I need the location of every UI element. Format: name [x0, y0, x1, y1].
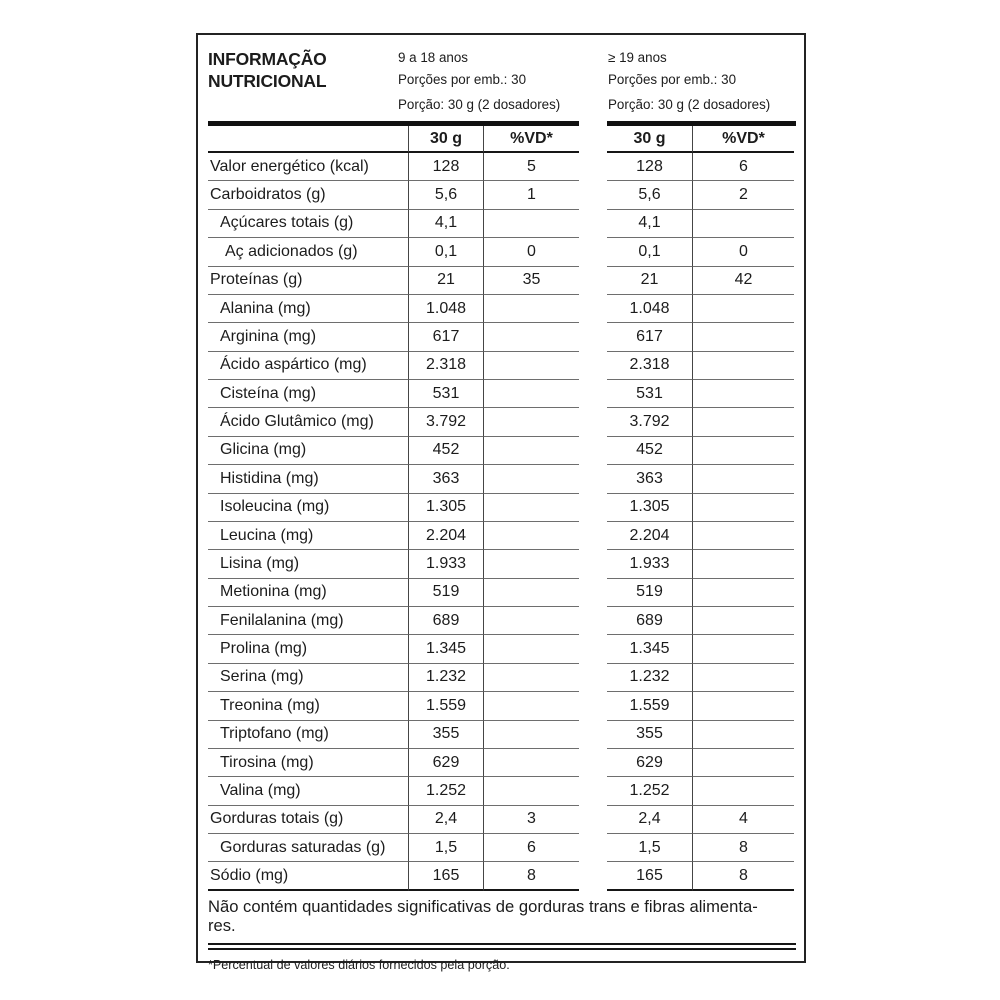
table-row	[208, 806, 796, 834]
column-gap	[579, 522, 607, 550]
amount-value-9-18: 355	[408, 721, 483, 749]
column-gap	[579, 323, 607, 351]
dv-value-9-18	[483, 635, 579, 663]
table-row	[208, 749, 796, 777]
amount-value-19plus: 629	[607, 749, 692, 777]
amount-value-19plus: 452	[607, 437, 692, 465]
table-row	[208, 181, 796, 209]
amount-value-19plus: 4,1	[607, 210, 692, 238]
dv-value-19plus: 4	[692, 806, 794, 834]
dv-value-9-18	[483, 323, 579, 351]
column-gap	[579, 749, 607, 777]
dv-value-19plus	[692, 777, 794, 805]
dv-value-19plus	[692, 749, 794, 777]
table-row	[208, 323, 796, 351]
column-header-spacer	[208, 126, 408, 153]
nutrient-label: Alanina (mg)	[208, 295, 408, 323]
amount-value-19plus: 1.345	[607, 635, 692, 663]
dv-value-9-18	[483, 408, 579, 436]
amount-value-9-18: 363	[408, 465, 483, 493]
nutrient-label: Cisteína (mg)	[208, 380, 408, 408]
column-gap	[579, 494, 607, 522]
nutrient-label: Tirosina (mg)	[208, 749, 408, 777]
dv-value-9-18	[483, 380, 579, 408]
amount-value-9-18: 1.933	[408, 550, 483, 578]
dv-value-9-18	[483, 522, 579, 550]
amount-value-9-18: 0,1	[408, 238, 483, 266]
column-gap	[579, 834, 607, 862]
amount-value-9-18: 21	[408, 267, 483, 295]
nutrient-label: Carboidratos (g)	[208, 181, 408, 209]
table-row	[208, 635, 796, 663]
dv-value-19plus	[692, 295, 794, 323]
dv-value-19plus	[692, 323, 794, 351]
dv-value-19plus	[692, 437, 794, 465]
nutrient-label: Ácido Glutâmico (mg)	[208, 408, 408, 436]
dv-value-19plus	[692, 408, 794, 436]
dv-value-9-18	[483, 352, 579, 380]
column-gap	[579, 550, 607, 578]
table-row	[208, 437, 796, 465]
group-servings-per-pack: Porções por emb.: 30	[398, 71, 527, 87]
amount-value-19plus: 2.204	[607, 522, 692, 550]
panel-header	[208, 45, 796, 121]
table-row	[208, 210, 796, 238]
dv-value-19plus: 8	[692, 834, 794, 862]
dv-value-9-18	[483, 465, 579, 493]
dv-value-19plus: 8	[692, 862, 794, 890]
dv-value-19plus	[692, 380, 794, 408]
dv-value-9-18	[483, 210, 579, 238]
table-row	[208, 834, 796, 862]
column-gap	[579, 692, 607, 720]
column-gap	[579, 126, 607, 153]
dv-value-9-18: 6	[483, 834, 579, 862]
column-header-row	[208, 126, 796, 153]
dv-value-9-18	[483, 437, 579, 465]
amount-value-9-18: 617	[408, 323, 483, 351]
column-gap	[579, 806, 607, 834]
amount-value-19plus: 21	[607, 267, 692, 295]
nutrient-label: Açúcares totais (g)	[208, 210, 408, 238]
amount-value-9-18: 165	[408, 862, 483, 890]
amount-value-19plus: 689	[607, 607, 692, 635]
dv-value-9-18	[483, 664, 579, 692]
dv-value-9-18: 3	[483, 806, 579, 834]
amount-value-9-18: 2,4	[408, 806, 483, 834]
amount-value-9-18: 1.559	[408, 692, 483, 720]
column-gap	[579, 607, 607, 635]
column-gap	[579, 210, 607, 238]
footer-note-line2: res.	[208, 916, 236, 936]
column-gap	[579, 352, 607, 380]
rows	[208, 153, 796, 891]
dv-value-9-18	[483, 777, 579, 805]
nutrient-label: Triptofano (mg)	[208, 721, 408, 749]
dv-value-19plus	[692, 550, 794, 578]
table-row	[208, 465, 796, 493]
table-row	[208, 352, 796, 380]
amount-value-9-18: 1.048	[408, 295, 483, 323]
nutrient-label: Glicina (mg)	[208, 437, 408, 465]
nutrient-label: Fenilalanina (mg)	[208, 607, 408, 635]
dv-value-9-18	[483, 607, 579, 635]
table-row	[208, 238, 796, 266]
dv-value-9-18: 5	[483, 153, 579, 181]
nutrient-label: Aç adicionados (g)	[208, 238, 408, 266]
table-row	[208, 721, 796, 749]
amount-value-19plus: 531	[607, 380, 692, 408]
amount-value-19plus: 363	[607, 465, 692, 493]
column-gap	[579, 777, 607, 805]
dv-value-9-18	[483, 295, 579, 323]
amount-value-19plus: 1.305	[607, 494, 692, 522]
table-row	[208, 692, 796, 720]
dv-value-9-18: 35	[483, 267, 579, 295]
table-row	[208, 550, 796, 578]
table-row	[208, 153, 796, 181]
group-header-19plus	[608, 45, 796, 121]
dv-value-19plus	[692, 579, 794, 607]
dv-value-19plus	[692, 692, 794, 720]
amount-value-19plus: 519	[607, 579, 692, 607]
column-gap	[579, 380, 607, 408]
column-header-amount-9-18: 30 g	[408, 126, 483, 153]
dv-value-9-18	[483, 692, 579, 720]
table-row	[208, 777, 796, 805]
group-serving-size: Porção: 30 g (2 dosadores)	[608, 97, 771, 113]
amount-value-9-18: 3.792	[408, 408, 483, 436]
nutrient-label: Serina (mg)	[208, 664, 408, 692]
amount-value-19plus: 617	[607, 323, 692, 351]
amount-value-19plus: 1.232	[607, 664, 692, 692]
dv-value-9-18: 8	[483, 862, 579, 890]
dv-value-9-18: 0	[483, 238, 579, 266]
dv-value-9-18	[483, 721, 579, 749]
amount-value-9-18: 5,6	[408, 181, 483, 209]
amount-value-9-18: 1.252	[408, 777, 483, 805]
column-gap	[579, 721, 607, 749]
amount-value-9-18: 1,5	[408, 834, 483, 862]
dv-value-9-18	[483, 494, 579, 522]
amount-value-9-18: 629	[408, 749, 483, 777]
table-row	[208, 607, 796, 635]
table-row	[208, 267, 796, 295]
nutrient-label: Isoleucina (mg)	[208, 494, 408, 522]
nutrient-label: Treonina (mg)	[208, 692, 408, 720]
table-row	[208, 522, 796, 550]
dv-value-9-18	[483, 579, 579, 607]
amount-value-9-18: 689	[408, 607, 483, 635]
dv-value-19plus: 0	[692, 238, 794, 266]
column-gap	[579, 579, 607, 607]
amount-value-19plus: 2,4	[607, 806, 692, 834]
column-gap	[579, 295, 607, 323]
nutrient-label: Valina (mg)	[208, 777, 408, 805]
table-row	[208, 408, 796, 436]
nutrient-label: Proteínas (g)	[208, 267, 408, 295]
column-gap	[579, 862, 607, 890]
dv-value-19plus: 42	[692, 267, 794, 295]
amount-value-9-18: 452	[408, 437, 483, 465]
nutrient-label: Metionina (mg)	[208, 579, 408, 607]
dv-value-9-18	[483, 749, 579, 777]
nutrient-label: Sódio (mg)	[208, 862, 408, 890]
column-gap	[579, 664, 607, 692]
amount-value-9-18: 1.232	[408, 664, 483, 692]
daily-values-footnote: *Percentual de valores diários fornecidos pela porção.	[208, 957, 510, 972]
nutrient-label: Lisina (mg)	[208, 550, 408, 578]
table-row	[208, 579, 796, 607]
table-row	[208, 862, 796, 890]
group-header-9-18	[398, 45, 608, 121]
column-gap	[579, 267, 607, 295]
group-serving-size: Porção: 30 g (2 dosadores)	[398, 97, 561, 113]
nutrient-label: Gorduras totais (g)	[208, 806, 408, 834]
column-gap	[579, 465, 607, 493]
amount-value-9-18: 128	[408, 153, 483, 181]
nutrient-label: Arginina (mg)	[208, 323, 408, 351]
column-gap	[579, 181, 607, 209]
amount-value-19plus: 128	[607, 153, 692, 181]
dv-value-19plus	[692, 352, 794, 380]
dv-value-19plus	[692, 607, 794, 635]
amount-value-9-18: 1.345	[408, 635, 483, 663]
amount-value-9-18: 519	[408, 579, 483, 607]
dv-value-19plus: 2	[692, 181, 794, 209]
double-rule	[208, 943, 796, 950]
group-age-range: ≥ 19 anos	[608, 50, 667, 65]
amount-value-9-18: 2.318	[408, 352, 483, 380]
footer-note-line1: Não contém quantidades significativas de gorduras trans e fibras alimenta-	[208, 896, 758, 916]
amount-value-9-18: 531	[408, 380, 483, 408]
dv-value-19plus	[692, 664, 794, 692]
amount-value-19plus: 5,6	[607, 181, 692, 209]
nutrient-label: Leucina (mg)	[208, 522, 408, 550]
dv-value-9-18: 1	[483, 181, 579, 209]
column-gap	[579, 238, 607, 266]
column-gap	[579, 153, 607, 181]
nutrition-facts-panel	[196, 33, 806, 972]
nutrient-label: Prolina (mg)	[208, 635, 408, 663]
amount-value-9-18: 4,1	[408, 210, 483, 238]
column-header-dv-19plus: %VD*	[692, 126, 794, 153]
table-row	[208, 380, 796, 408]
nutrient-label: Valor energético (kcal)	[208, 153, 408, 181]
nutrient-label: Ácido aspártico (mg)	[208, 352, 408, 380]
column-gap	[579, 408, 607, 436]
dv-value-19plus	[692, 635, 794, 663]
group-servings-per-pack: Porções por emb.: 30	[608, 71, 737, 87]
dv-value-19plus	[692, 721, 794, 749]
dv-value-9-18	[483, 550, 579, 578]
footer-note	[208, 891, 796, 936]
dv-value-19plus: 6	[692, 153, 794, 181]
amount-value-19plus: 165	[607, 862, 692, 890]
column-gap	[579, 437, 607, 465]
column-gap	[579, 635, 607, 663]
amount-value-9-18: 2.204	[408, 522, 483, 550]
column-header-amount-19plus: 30 g	[607, 126, 692, 153]
amount-value-19plus: 1.559	[607, 692, 692, 720]
amount-value-19plus: 1.048	[607, 295, 692, 323]
panel-title: INFORMAÇÃO NUTRICIONAL	[208, 49, 327, 92]
dv-value-19plus	[692, 210, 794, 238]
amount-value-19plus: 1.252	[607, 777, 692, 805]
nutrient-label: Gorduras saturadas (g)	[208, 834, 408, 862]
amount-value-19plus: 1,5	[607, 834, 692, 862]
amount-value-19plus: 2.318	[607, 352, 692, 380]
amount-value-19plus: 1.933	[607, 550, 692, 578]
nutrient-label: Histidina (mg)	[208, 465, 408, 493]
amount-value-19plus: 3.792	[607, 408, 692, 436]
table-row	[208, 494, 796, 522]
dv-value-19plus	[692, 465, 794, 493]
dv-value-19plus	[692, 494, 794, 522]
amount-value-19plus: 0,1	[607, 238, 692, 266]
amount-value-9-18: 1.305	[408, 494, 483, 522]
table-row	[208, 664, 796, 692]
table-row	[208, 295, 796, 323]
group-age-range: 9 a 18 anos	[398, 50, 468, 65]
dv-value-19plus	[692, 522, 794, 550]
column-header-dv-9-18: %VD*	[483, 126, 579, 153]
amount-value-19plus: 355	[607, 721, 692, 749]
